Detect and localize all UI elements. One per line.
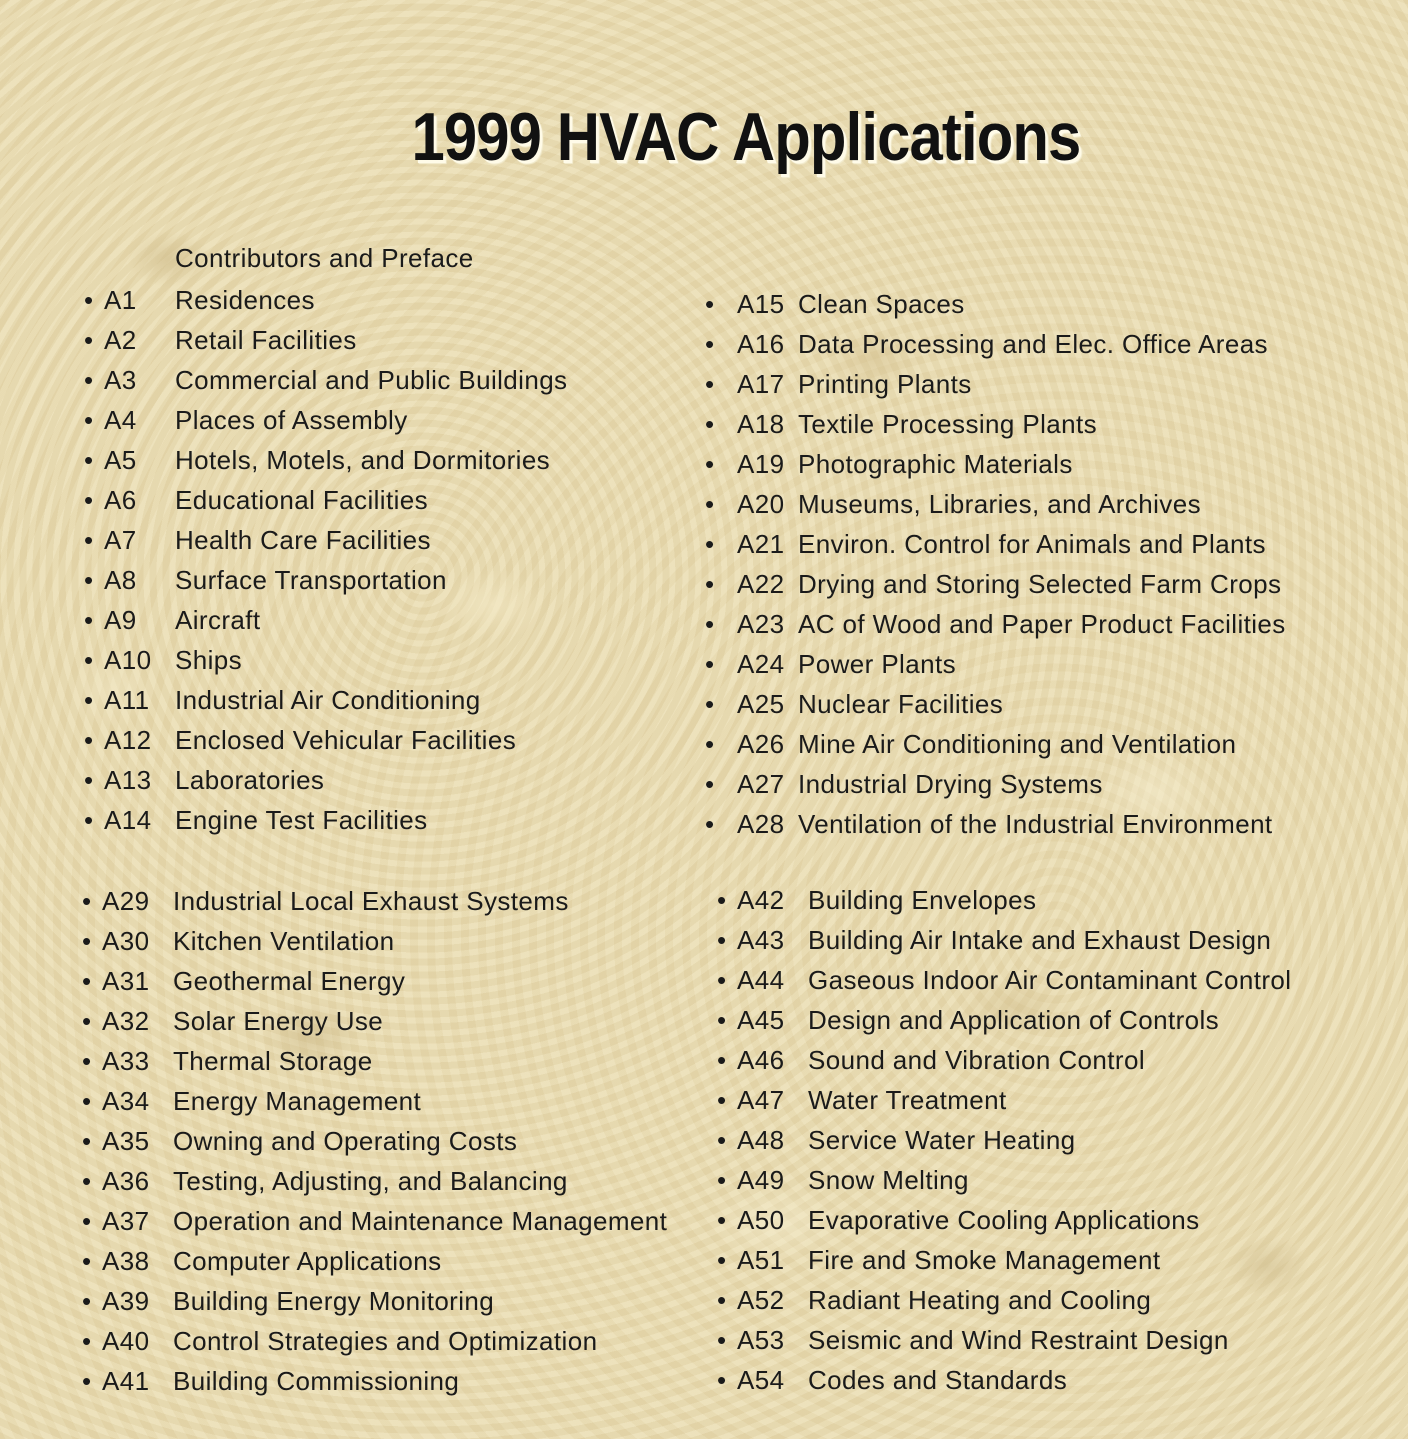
bullet-icon: • <box>705 329 715 359</box>
page-title: 1999 HVAC Applications <box>411 99 1081 175</box>
bullet-icon: • <box>84 725 94 755</box>
bullet-icon: • <box>717 885 727 915</box>
bullet-icon: • <box>82 1086 92 1116</box>
bullet-icon: • <box>82 966 92 996</box>
chapter-name: Thermal Storage <box>173 1046 373 1076</box>
chapter-code: A6 <box>104 485 137 515</box>
chapter-name: Educational Facilities <box>175 485 429 515</box>
chapter-name: Laboratories <box>175 765 325 795</box>
chapter-code: A21 <box>737 529 785 559</box>
chapter-code: A49 <box>737 1165 785 1195</box>
chapter-code: A3 <box>104 365 137 395</box>
bullet-icon: • <box>84 565 94 595</box>
chapter-name: Industrial Drying Systems <box>798 769 1103 799</box>
bullet-icon: • <box>84 365 94 395</box>
bullet-icon: • <box>84 405 94 435</box>
chapter-code: A36 <box>102 1166 150 1196</box>
chapter-name: Health Care Facilities <box>175 525 431 555</box>
chapter-name: Places of Assembly <box>175 405 408 435</box>
chapter-name: Energy Management <box>173 1086 422 1116</box>
bullet-icon: • <box>717 1365 727 1395</box>
chapter-code: A43 <box>737 925 785 955</box>
bullet-icon: • <box>84 285 94 315</box>
bullet-icon: • <box>82 1246 92 1276</box>
chapter-name: Owning and Operating Costs <box>173 1126 518 1156</box>
chapter-code: A33 <box>102 1046 150 1076</box>
chapter-code: A30 <box>102 926 150 956</box>
chapter-name: Codes and Standards <box>808 1365 1068 1395</box>
chapter-code: A31 <box>102 966 150 996</box>
chapter-code: A50 <box>737 1205 785 1235</box>
chapter-code: A14 <box>104 805 152 835</box>
chapter-code: A34 <box>102 1086 150 1116</box>
bullet-icon: • <box>84 805 94 835</box>
chapter-name: Commercial and Public Buildings <box>175 365 568 395</box>
chapter-name: Fire and Smoke Management <box>808 1245 1161 1275</box>
chapter-code: A48 <box>737 1125 785 1155</box>
bullet-icon: • <box>82 926 92 956</box>
chapter-name: Industrial Local Exhaust Systems <box>173 886 569 916</box>
bullet-icon: • <box>717 1165 727 1195</box>
bullet-icon: • <box>705 409 715 439</box>
chapter-code: A15 <box>737 289 785 319</box>
chapter-code: A29 <box>102 886 150 916</box>
chapter-name: Power Plants <box>798 649 956 679</box>
bullet-icon: • <box>705 289 715 319</box>
bullet-icon: • <box>84 485 94 515</box>
chapter-code: A52 <box>737 1285 785 1315</box>
bullet-icon: • <box>705 609 715 639</box>
bullet-icon: • <box>84 685 94 715</box>
chapter-code: A1 <box>104 285 137 315</box>
chapter-name: Building Energy Monitoring <box>173 1286 495 1316</box>
chapter-code: A12 <box>104 725 152 755</box>
chapter-code: A28 <box>737 809 785 839</box>
chapter-code: A20 <box>737 489 785 519</box>
bullet-icon: • <box>705 649 715 679</box>
chapter-code: A25 <box>737 689 785 719</box>
bullet-icon: • <box>82 1166 92 1196</box>
chapter-name: Operation and Maintenance Management <box>173 1206 668 1236</box>
chapter-name: Sound and Vibration Control <box>808 1045 1145 1075</box>
chapter-name: Ventilation of the Industrial Environment <box>798 809 1273 839</box>
chapter-name: Testing, Adjusting, and Balancing <box>173 1166 568 1196</box>
chapter-code: A51 <box>737 1245 785 1275</box>
chapter-code: A23 <box>737 609 785 639</box>
chapter-name: Printing Plants <box>798 369 972 399</box>
chapter-code: A2 <box>104 325 137 355</box>
chapter-code: A5 <box>104 445 137 475</box>
bullet-icon: • <box>717 1125 727 1155</box>
chapter-code: A9 <box>104 605 137 635</box>
chapter-name: Computer Applications <box>173 1246 442 1276</box>
bullet-icon: • <box>84 525 94 555</box>
chapter-name: Drying and Storing Selected Farm Crops <box>798 569 1282 599</box>
chapter-name: Service Water Heating <box>808 1125 1076 1155</box>
chapter-code: A38 <box>102 1246 150 1276</box>
chapter-name: Snow Melting <box>808 1165 969 1195</box>
chapter-name: Data Processing and Elec. Office Areas <box>798 329 1268 359</box>
chapter-name: Nuclear Facilities <box>798 689 1004 719</box>
bullet-icon: • <box>82 1366 92 1396</box>
bullet-icon: • <box>82 886 92 916</box>
chapter-name: Evaporative Cooling Applications <box>808 1205 1200 1235</box>
bullet-icon: • <box>82 1126 92 1156</box>
chapter-name: Hotels, Motels, and Dormitories <box>175 445 551 475</box>
bullet-icon: • <box>717 1045 727 1075</box>
chapter-code: A45 <box>737 1005 785 1035</box>
chapter-name: Mine Air Conditioning and Ventilation <box>798 729 1237 759</box>
chapter-name: Retail Facilities <box>175 325 357 355</box>
bullet-icon: • <box>705 809 715 839</box>
chapter-code: A22 <box>737 569 785 599</box>
bullet-icon: • <box>705 689 715 719</box>
chapter-code: A44 <box>737 965 785 995</box>
bullet-icon: • <box>82 1286 92 1316</box>
chapter-code: A40 <box>102 1326 150 1356</box>
bullet-icon: • <box>717 1325 727 1355</box>
chapter-name: Engine Test Facilities <box>175 805 428 835</box>
bullet-icon: • <box>705 369 715 399</box>
bullet-icon: • <box>82 1206 92 1236</box>
bullet-icon: • <box>84 645 94 675</box>
chapter-name: Residences <box>175 285 315 315</box>
chapter-name: Design and Application of Controls <box>808 1005 1220 1035</box>
chapter-code: A53 <box>737 1325 785 1355</box>
bullet-icon: • <box>717 925 727 955</box>
chapter-code: A26 <box>737 729 785 759</box>
chapter-code: A42 <box>737 885 785 915</box>
bullet-icon: • <box>705 569 715 599</box>
chapter-name: Building Commissioning <box>173 1366 460 1396</box>
chapter-code: A10 <box>104 645 152 675</box>
chapter-name: Ships <box>175 645 243 675</box>
chapter-code: A18 <box>737 409 785 439</box>
bullet-icon: • <box>82 1046 92 1076</box>
chapter-code: A7 <box>104 525 137 555</box>
bullet-icon: • <box>84 605 94 635</box>
chapter-code: A35 <box>102 1126 150 1156</box>
chapter-code: A4 <box>104 405 137 435</box>
bullet-icon: • <box>717 965 727 995</box>
chapter-code: A11 <box>104 685 150 715</box>
chapter-name: Control Strategies and Optimization <box>173 1326 598 1356</box>
chapter-code: A17 <box>737 369 785 399</box>
bullet-icon: • <box>705 729 715 759</box>
chapter-name: Water Treatment <box>808 1085 1007 1115</box>
bullet-icon: • <box>82 1326 92 1356</box>
chapter-code: A24 <box>737 649 785 679</box>
bullet-icon: • <box>717 1005 727 1035</box>
chapter-code: A13 <box>104 765 152 795</box>
bullet-icon: • <box>705 489 715 519</box>
bullet-icon: • <box>705 769 715 799</box>
bullet-icon: • <box>84 445 94 475</box>
chapter-name: Enclosed Vehicular Facilities <box>175 725 517 755</box>
chapter-code: A27 <box>737 769 785 799</box>
chapter-name: Museums, Libraries, and Archives <box>798 489 1201 519</box>
chapter-code: A54 <box>737 1365 785 1395</box>
chapter-name: Textile Processing Plants <box>798 409 1098 439</box>
chapter-code: A8 <box>104 565 137 595</box>
chapter-name: Environ. Control for Animals and Plants <box>798 529 1266 559</box>
chapter-name: Seismic and Wind Restraint Design <box>808 1325 1229 1355</box>
bullet-icon: • <box>84 765 94 795</box>
chapter-name: Building Envelopes <box>808 885 1037 915</box>
chapter-name: Kitchen Ventilation <box>173 926 395 956</box>
chapter-name: Radiant Heating and Cooling <box>808 1285 1152 1315</box>
bullet-icon: • <box>705 449 715 479</box>
bullet-icon: • <box>717 1245 727 1275</box>
chapter-name: Geothermal Energy <box>173 966 406 996</box>
chapter-name: Gaseous Indoor Air Contaminant Control <box>808 965 1292 995</box>
chapter-code: A32 <box>102 1006 150 1036</box>
chapter-name: Industrial Air Conditioning <box>175 685 481 715</box>
chapter-code: A19 <box>737 449 785 479</box>
chapter-code: A16 <box>737 329 785 359</box>
bullet-icon: • <box>717 1285 727 1315</box>
bullet-icon: • <box>84 325 94 355</box>
chapter-name: Photographic Materials <box>798 449 1073 479</box>
bullet-icon: • <box>705 529 715 559</box>
chapter-code: A47 <box>737 1085 785 1115</box>
chapter-code: A37 <box>102 1206 150 1236</box>
bullet-icon: • <box>717 1205 727 1235</box>
bullet-icon: • <box>82 1006 92 1036</box>
chapter-code: A41 <box>102 1366 150 1396</box>
chapter-name: Building Air Intake and Exhaust Design <box>808 925 1272 955</box>
bullet-icon: • <box>717 1085 727 1115</box>
chapter-code: A39 <box>102 1286 150 1316</box>
chapter-name: Clean Spaces <box>798 289 965 319</box>
chapter-name: Surface Transportation <box>175 565 447 595</box>
chapter-name: AC of Wood and Paper Product Facilities <box>798 609 1286 639</box>
chapter-name: Aircraft <box>175 605 261 635</box>
chapter-name: Solar Energy Use <box>173 1006 384 1036</box>
chapter-name: Contributors and Preface <box>175 243 474 273</box>
chapter-code: A46 <box>737 1045 785 1075</box>
